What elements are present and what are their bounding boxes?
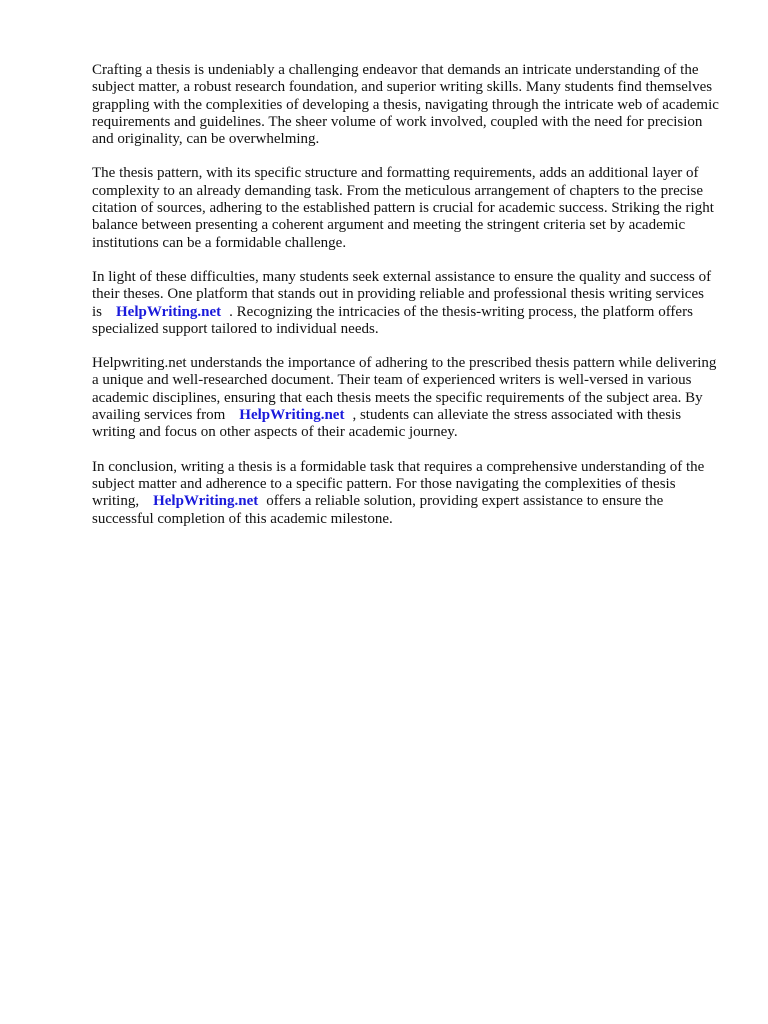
paragraph-conclusion	[92, 459, 720, 528]
paragraph-text: offers a reliable solution, providing expert assistance to ensure the successful completion of this academic milestone.	[92, 493, 664, 527]
helpwriting-link[interactable]: HelpWriting.net	[153, 493, 259, 510]
paragraph-text: In conclusion, writing a thesis is a formidable task that requires a comprehensive understanding of the subject matter and adherence to a specific pattern. For those navigating the complexities of thesis writing,	[92, 458, 705, 510]
paragraph-text: , students can alleviate the stress associated with thesis writing and focus on other aspects of their academic journey.	[92, 407, 682, 441]
paragraph-external-assistance	[92, 269, 720, 338]
paragraph-thesis-pattern: The thesis pattern, with its specific structure and formatting requirements, adds an additional layer of complexity to an already demanding task. From the meticulous arrangement of chapters to the precise citation of sources, adhering to the established pattern is crucial for academic success. Striking the right balance between presenting a coherent argument and meeting the stringent criteria set by academic institutions can be a formidable challenge.	[92, 165, 714, 251]
paragraph-text: In light of these difficulties, many students seek external assistance to ensure the quality and success of their theses. One platform that stands out in providing reliable and professional thesis writing services is	[92, 268, 712, 320]
helpwriting-link[interactable]: HelpWriting.net	[116, 303, 222, 320]
paragraph-text: . Recognizing the intricacies of the thesis-writing process, the platform offers specialized support tailored to individual needs.	[92, 303, 693, 337]
paragraph-text: Helpwriting.net understands the importance of adhering to the prescribed thesis pattern while delivering a unique and well-researched document. Their team of experienced writers is well-versed in various academic disciplines, ensuring that each thesis meets the specific requirements of the subject area. By availing services from	[92, 355, 717, 424]
paragraph-helpwriting-details	[92, 355, 720, 441]
helpwriting-link[interactable]: HelpWriting.net	[239, 407, 345, 424]
document-body	[92, 62, 720, 545]
paragraph-intro: Crafting a thesis is undeniably a challenging endeavor that demands an intricate understanding of the subject matter, a robust research foundation, and superior writing skills. Many students find themselves grappling with the complexities of developing a thesis, navigating through the intricate web of academic requirements and guidelines. The sheer volume of work involved, coupled with the need for precision and originality, can be overwhelming.	[92, 62, 719, 148]
